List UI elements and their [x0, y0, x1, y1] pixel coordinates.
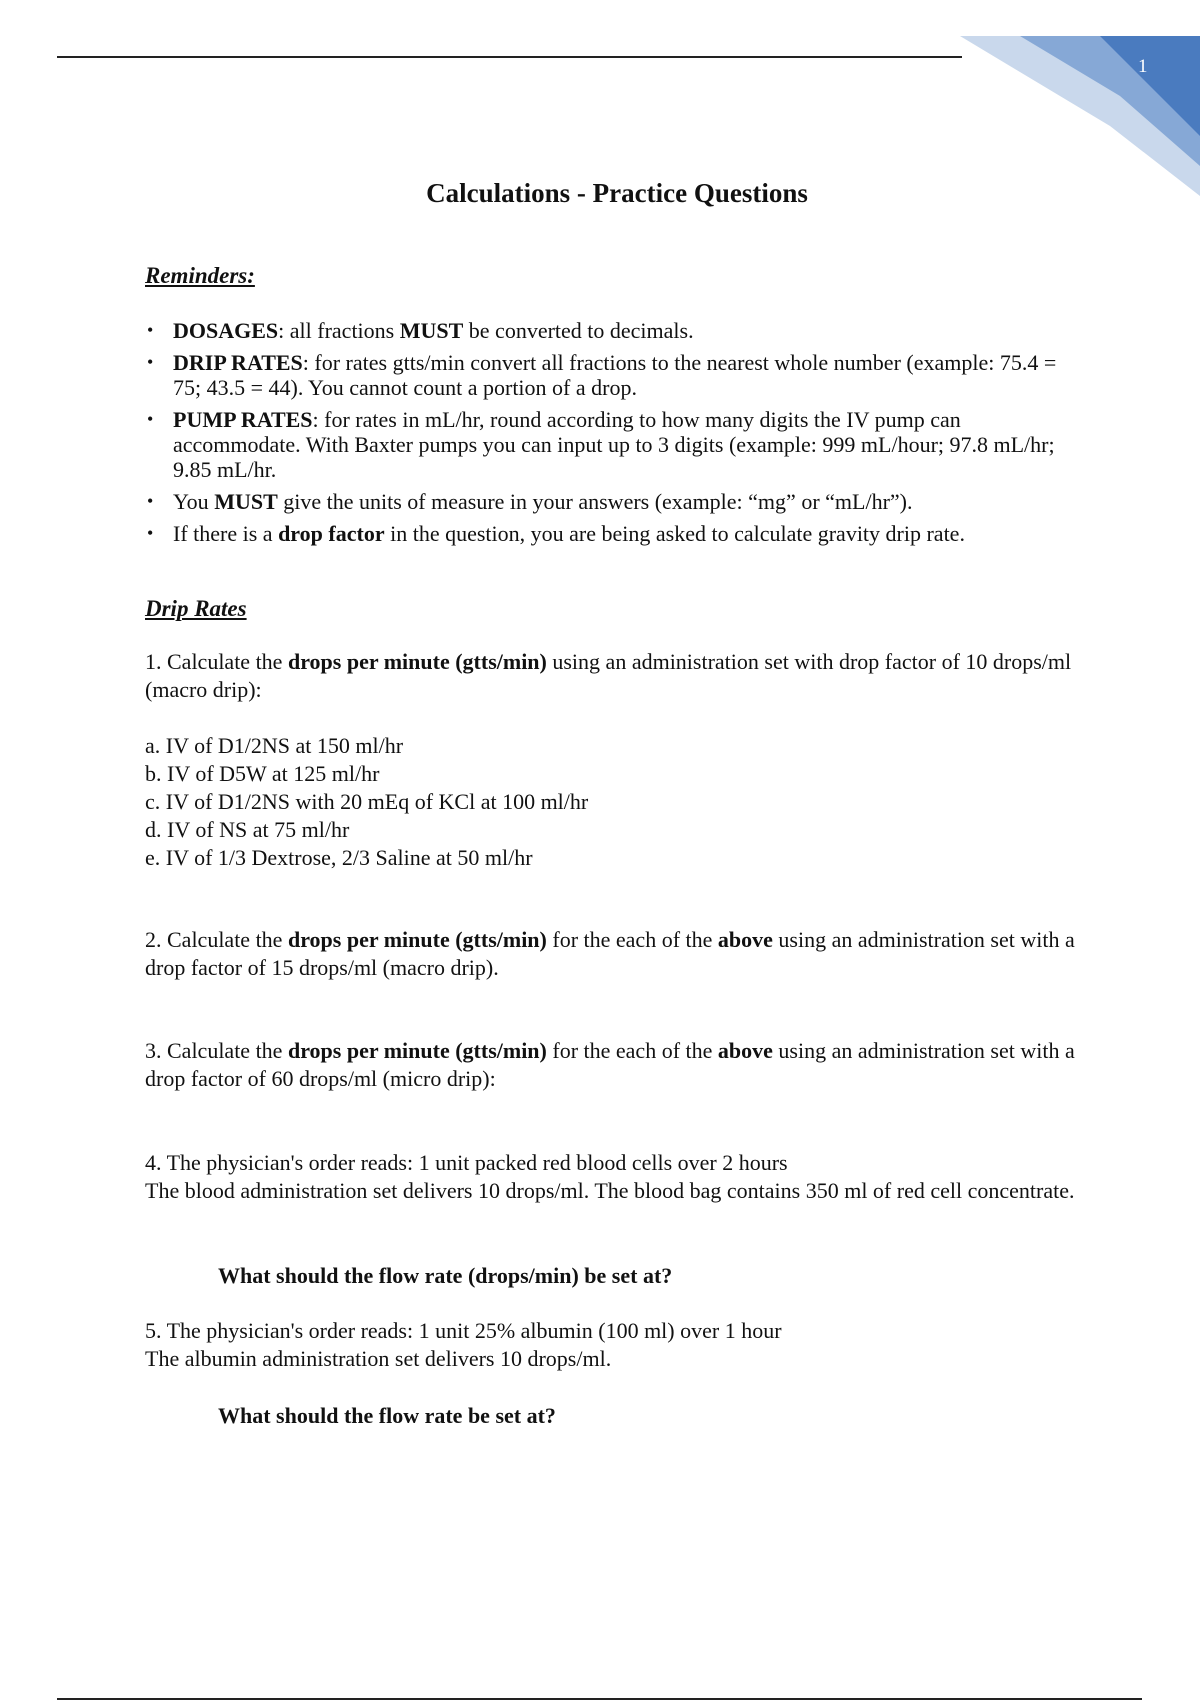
list-item: c. IV of D1/2NS with 20 mEq of KCl at 100 ml/hr: [145, 789, 589, 814]
question-3: 3. Calculate the drops per minute (gtts/min) for the each of the above using an administration set with a drop factor of 60 drops/ml (micro drip):: [145, 1038, 1075, 1091]
question-5: 5. The physician's order reads: 1 unit 25% albumin (100 ml) over 1 hour The albumin administration set delivers 10 drops/ml.: [145, 1318, 782, 1371]
bullet-icon: •: [147, 523, 154, 543]
question-5-prompt: What should the flow rate be set at?: [218, 1403, 556, 1428]
question-4: 4. The physician's order reads: 1 unit packed red blood cells over 2 hours The blood administration set delivers 10 drops/ml. The blood bag contains 350 ml of red cell concentrate.: [145, 1150, 1075, 1203]
list-item: a. IV of D1/2NS at 150 ml/hr: [145, 733, 404, 758]
corner-decoration: [960, 36, 1200, 196]
bullet-icon: •: [147, 352, 154, 372]
question-2: 2. Calculate the drops per minute (gtts/min) for the each of the above using an administration set with a drop factor of 15 drops/ml (macro drip).: [145, 927, 1075, 980]
page-number: 1: [1138, 56, 1148, 77]
header-rule: [57, 56, 962, 58]
reminders-heading: Reminders:: [145, 263, 255, 288]
list-item: • DRIP RATES: for rates gtts/min convert all fractions to the nearest whole number (example: 75.4 = 75; 43.5 = 44). You cannot count a portion of a drop.: [147, 350, 1057, 400]
question-4-prompt: What should the flow rate (drops/min) be set at?: [218, 1263, 673, 1288]
bullet-icon: •: [147, 409, 154, 429]
reminders-list: [145, 318, 1085, 553]
question-1-items: [145, 732, 1090, 872]
list-item: b. IV of D5W at 125 ml/hr: [145, 761, 380, 786]
question-1: 1. Calculate the drops per minute (gtts/min) using an administration set with drop factor of 10 drops/ml (macro drip):: [145, 649, 1072, 702]
bullet-icon: •: [147, 320, 154, 340]
list-item: • You MUST give the units of measure in your answers (example: “mg” or “mL/hr”).: [147, 489, 913, 514]
list-item: • PUMP RATES: for rates in mL/hr, round according to how many digits the IV pump can accommodate. With Baxter pumps you can input up to 3 digits (example: 999 mL/hour; 97.8 mL/hr; 9.85 mL/hr.: [147, 407, 1055, 482]
list-item: d. IV of NS at 75 ml/hr: [145, 817, 350, 842]
list-item: • If there is a drop factor in the question, you are being asked to calculate gravity drip rate.: [147, 521, 965, 546]
list-item: • DOSAGES: all fractions MUST be converted to decimals.: [147, 318, 694, 343]
page-title: Calculations - Practice Questions: [426, 178, 808, 208]
drip-rates-heading: Drip Rates: [145, 596, 247, 621]
list-item: e. IV of 1/3 Dextrose, 2/3 Saline at 50 ml/hr: [145, 845, 533, 870]
bullet-icon: •: [147, 491, 154, 511]
